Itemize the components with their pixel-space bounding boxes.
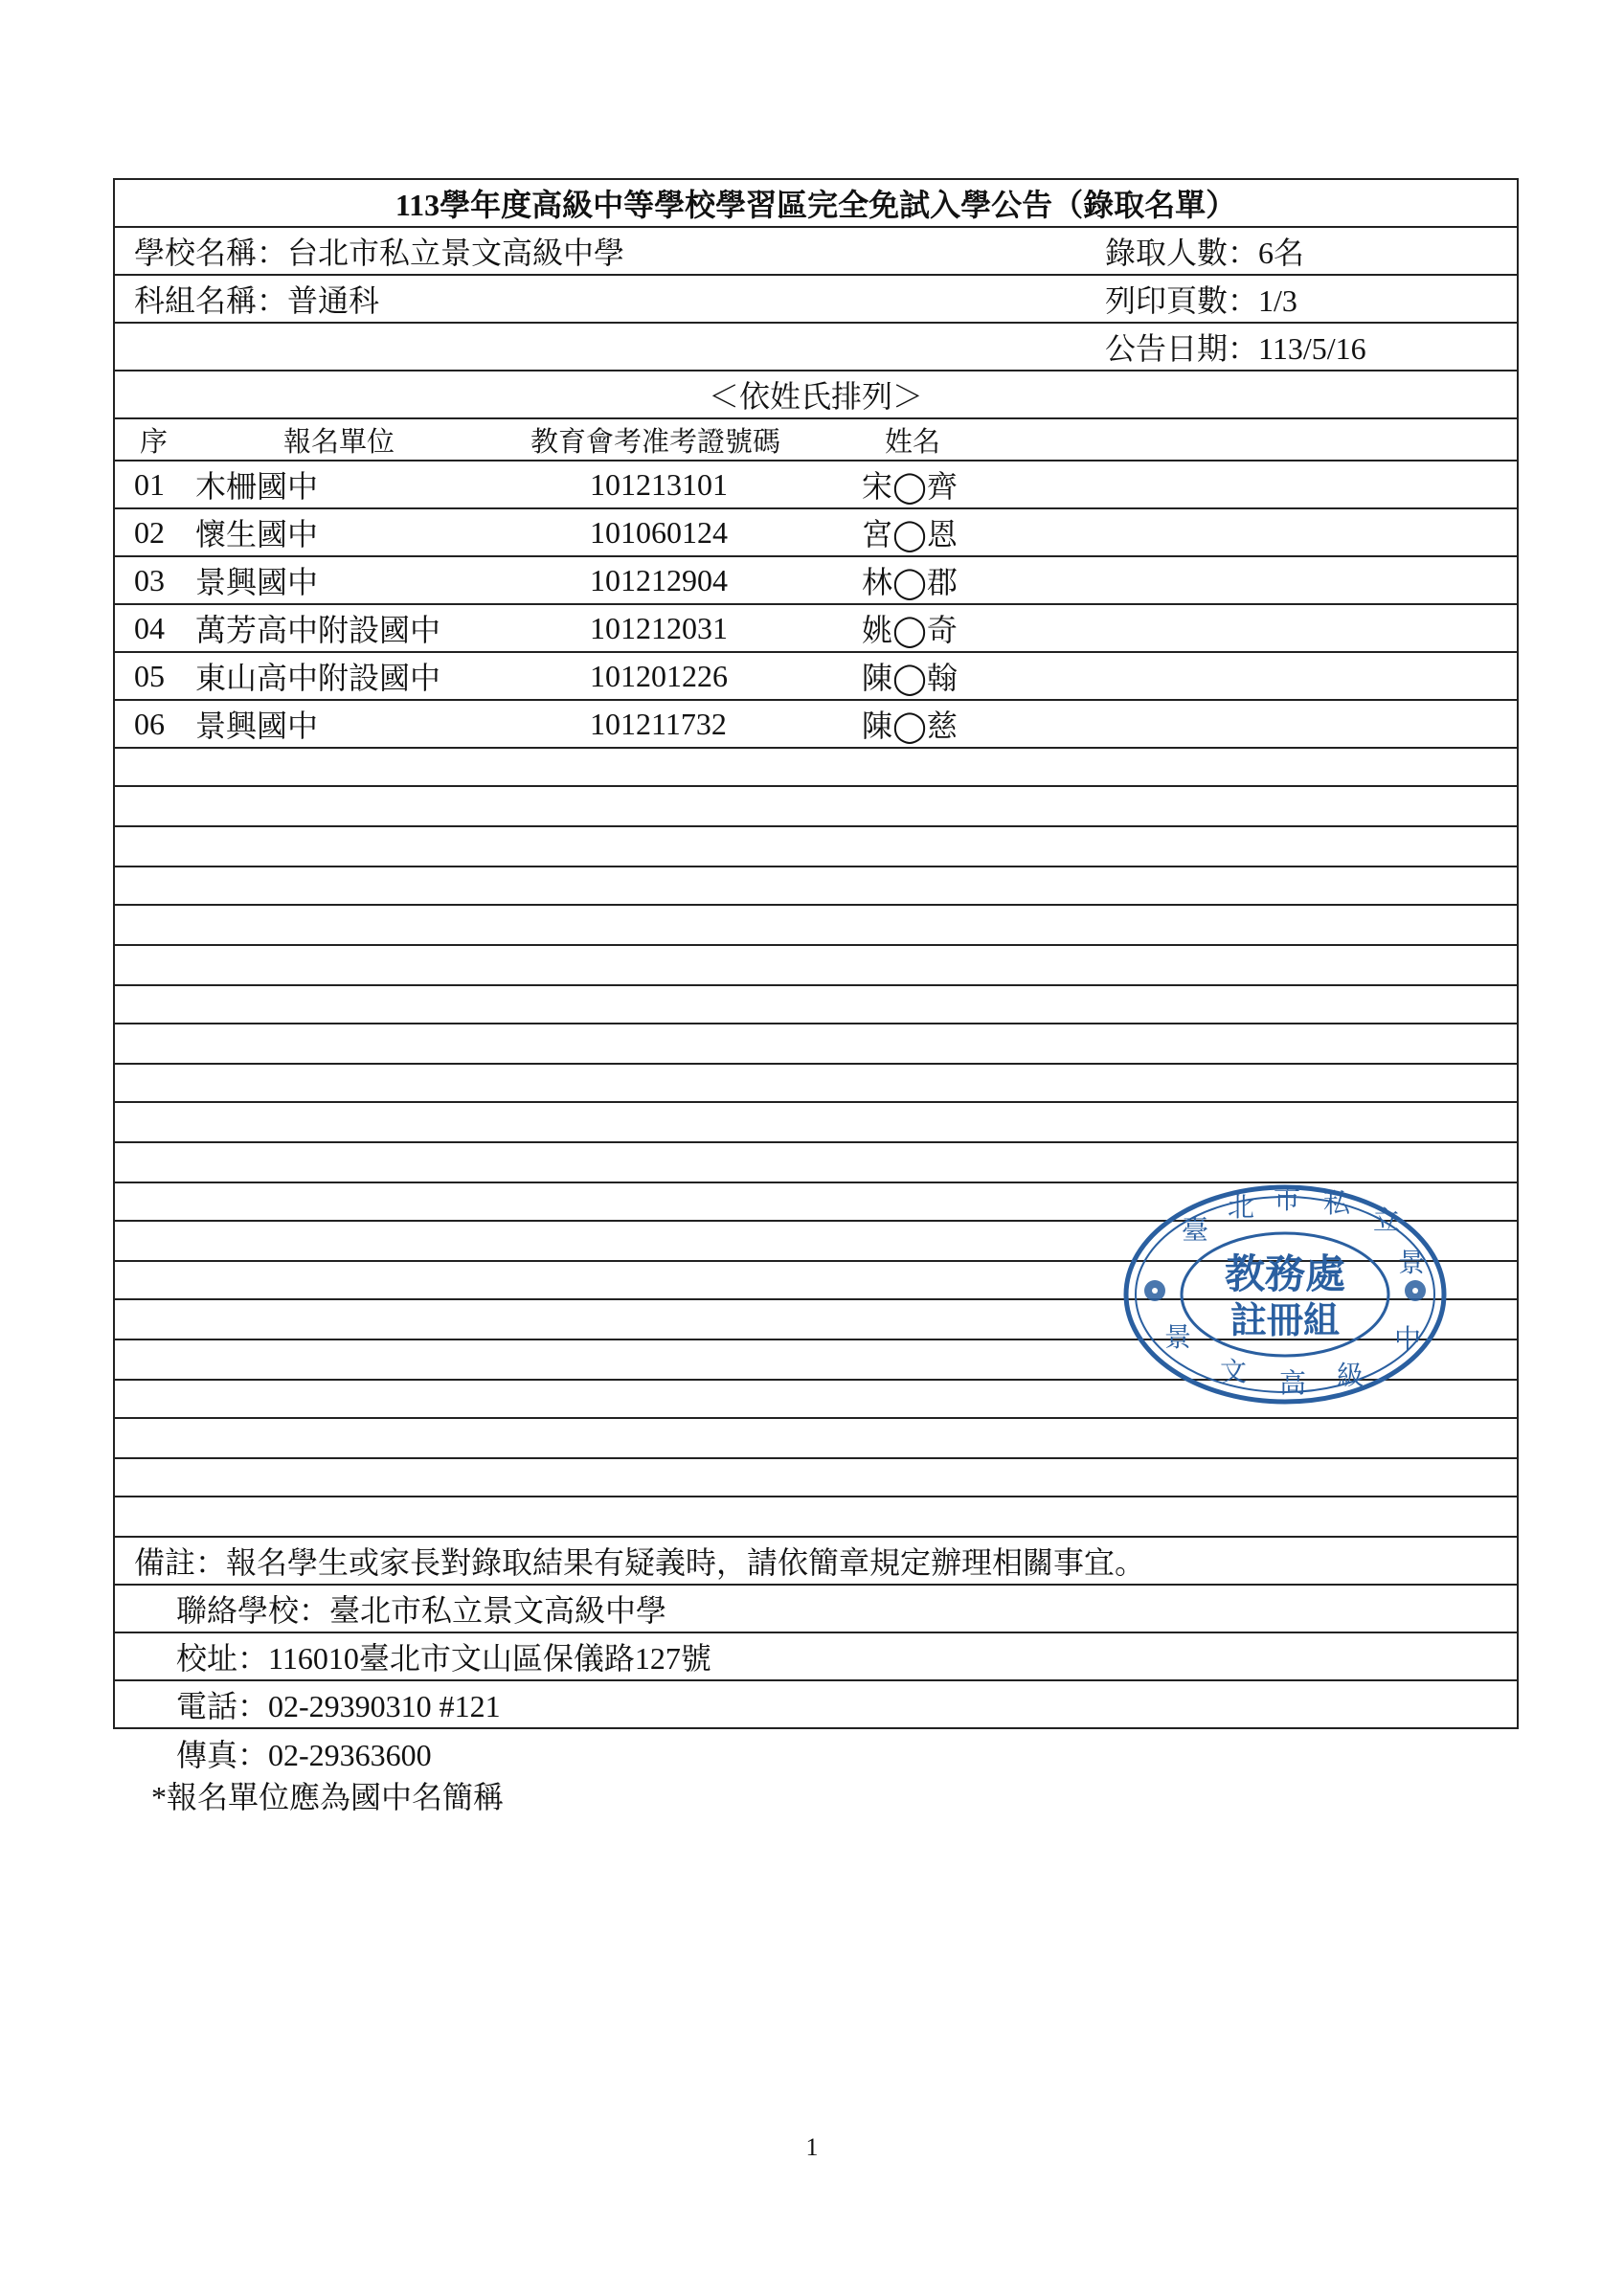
col-exam-id-header: 教育會考准考證號碼 bbox=[530, 426, 781, 458]
row-exam-id: 101201226 bbox=[590, 658, 728, 693]
col-name-header: 姓名 bbox=[885, 426, 941, 458]
sort-row bbox=[115, 371, 1517, 419]
empty-row bbox=[115, 1497, 1517, 1538]
admission-list-sheet bbox=[113, 178, 1519, 1772]
announce-date: 公告日期：113/5/16 bbox=[1105, 331, 1366, 366]
remark-row bbox=[115, 1538, 1517, 1586]
table-row bbox=[115, 605, 1517, 653]
row-unit: 東山高中附設國中 bbox=[195, 661, 441, 695]
row-name: 林◯郡 bbox=[862, 565, 958, 599]
svg-text:市: 市 bbox=[1274, 1183, 1301, 1215]
school-phone: 電話：02-29390310 #121 bbox=[176, 1689, 501, 1723]
row-seq: 01 bbox=[134, 466, 165, 502]
row-unit: 木柵國中 bbox=[195, 469, 319, 504]
row-unit: 懷生國中 bbox=[195, 517, 319, 551]
seal-line-1: 教務處 bbox=[1224, 1250, 1346, 1297]
table-row bbox=[115, 653, 1517, 701]
seal-graphic bbox=[1120, 1180, 1450, 1409]
date-row bbox=[115, 324, 1517, 371]
table-row bbox=[115, 701, 1517, 749]
row-name: 宋◯齊 bbox=[862, 469, 958, 504]
row-name: 陳◯翰 bbox=[862, 661, 958, 695]
table-row bbox=[115, 509, 1517, 557]
empty-row bbox=[115, 1065, 1517, 1103]
row-exam-id: 101212031 bbox=[590, 610, 728, 645]
svg-text:臺: 臺 bbox=[1182, 1214, 1209, 1246]
empty-row bbox=[115, 1419, 1517, 1459]
row-unit: 景興國中 bbox=[195, 565, 319, 599]
contact-row bbox=[115, 1586, 1517, 1633]
print-pages: 列印頁數：1/3 bbox=[1105, 283, 1297, 318]
svg-text:北: 北 bbox=[1228, 1191, 1255, 1223]
col-seq-header: 序 bbox=[140, 426, 169, 458]
empty-row bbox=[115, 1103, 1517, 1143]
empty-row bbox=[115, 906, 1517, 946]
document-title: 113學年度高級中等學校學習區完全免試入學公告（錄取名單） bbox=[395, 188, 1237, 222]
official-seal-stamp bbox=[1120, 1180, 1450, 1409]
empty-row bbox=[115, 827, 1517, 867]
row-name: 宮◯恩 bbox=[862, 517, 958, 551]
svg-text:級: 級 bbox=[1337, 1360, 1365, 1391]
svg-text:私: 私 bbox=[1323, 1187, 1351, 1219]
svg-text:立: 立 bbox=[1373, 1204, 1401, 1236]
department-name: 科組名稱：普通科 bbox=[134, 283, 380, 318]
row-name: 陳◯慈 bbox=[862, 709, 958, 743]
seal-line-2: 註冊組 bbox=[1229, 1298, 1341, 1341]
empty-row bbox=[115, 1459, 1517, 1497]
row-exam-id: 101211732 bbox=[590, 706, 727, 741]
row-unit: 萬芳高中附設國中 bbox=[195, 613, 441, 647]
svg-text:景: 景 bbox=[1164, 1321, 1192, 1353]
row-exam-id: 101212904 bbox=[590, 562, 728, 597]
table-row bbox=[115, 461, 1517, 509]
empty-row bbox=[115, 1024, 1517, 1065]
admitted-count: 錄取人數：6名 bbox=[1105, 236, 1305, 270]
row-unit: 景興國中 bbox=[195, 709, 319, 743]
col-unit-header: 報名單位 bbox=[283, 426, 395, 458]
row-exam-id: 101213101 bbox=[590, 466, 728, 502]
phone-row bbox=[115, 1681, 1517, 1729]
page-number: 1 bbox=[805, 2133, 819, 2161]
fax-row bbox=[115, 1729, 1517, 1777]
school-name: 學校名稱：台北市私立景文高級中學 bbox=[134, 236, 625, 270]
row-seq: 03 bbox=[134, 562, 165, 597]
empty-row bbox=[115, 749, 1517, 787]
row-seq: 05 bbox=[134, 658, 165, 693]
department-row bbox=[115, 276, 1517, 324]
footnote: *報名單位應為國中名簡稱 bbox=[151, 1780, 505, 1814]
column-header-row bbox=[115, 419, 1517, 461]
empty-row bbox=[115, 946, 1517, 986]
school-fax: 傳真：02-29363600 bbox=[176, 1738, 432, 1772]
remark-text: 備註：報名學生或家長對錄取結果有疑義時，請依簡章規定辦理相關事宜。 bbox=[134, 1545, 1146, 1580]
empty-row bbox=[115, 1143, 1517, 1183]
address-row bbox=[115, 1633, 1517, 1681]
svg-text:文: 文 bbox=[1220, 1356, 1248, 1387]
row-seq: 04 bbox=[134, 610, 165, 645]
title-row bbox=[115, 180, 1517, 228]
empty-row bbox=[115, 867, 1517, 906]
empty-row bbox=[115, 787, 1517, 827]
school-row bbox=[115, 228, 1517, 276]
svg-text:景: 景 bbox=[1398, 1247, 1426, 1278]
svg-text:高: 高 bbox=[1279, 1367, 1307, 1399]
contact-school: 聯絡學校：臺北市私立景文高級中學 bbox=[176, 1593, 667, 1628]
row-name: 姚◯奇 bbox=[862, 613, 958, 647]
school-address: 校址：116010臺北市文山區保儀路127號 bbox=[176, 1641, 711, 1676]
row-exam-id: 101060124 bbox=[590, 514, 728, 550]
table-row bbox=[115, 557, 1517, 605]
row-seq: 06 bbox=[134, 706, 165, 741]
empty-row bbox=[115, 986, 1517, 1024]
sort-note: ＜依姓氏排列＞ bbox=[708, 379, 923, 414]
svg-text:中: 中 bbox=[1394, 1323, 1422, 1355]
row-seq: 02 bbox=[134, 514, 165, 550]
